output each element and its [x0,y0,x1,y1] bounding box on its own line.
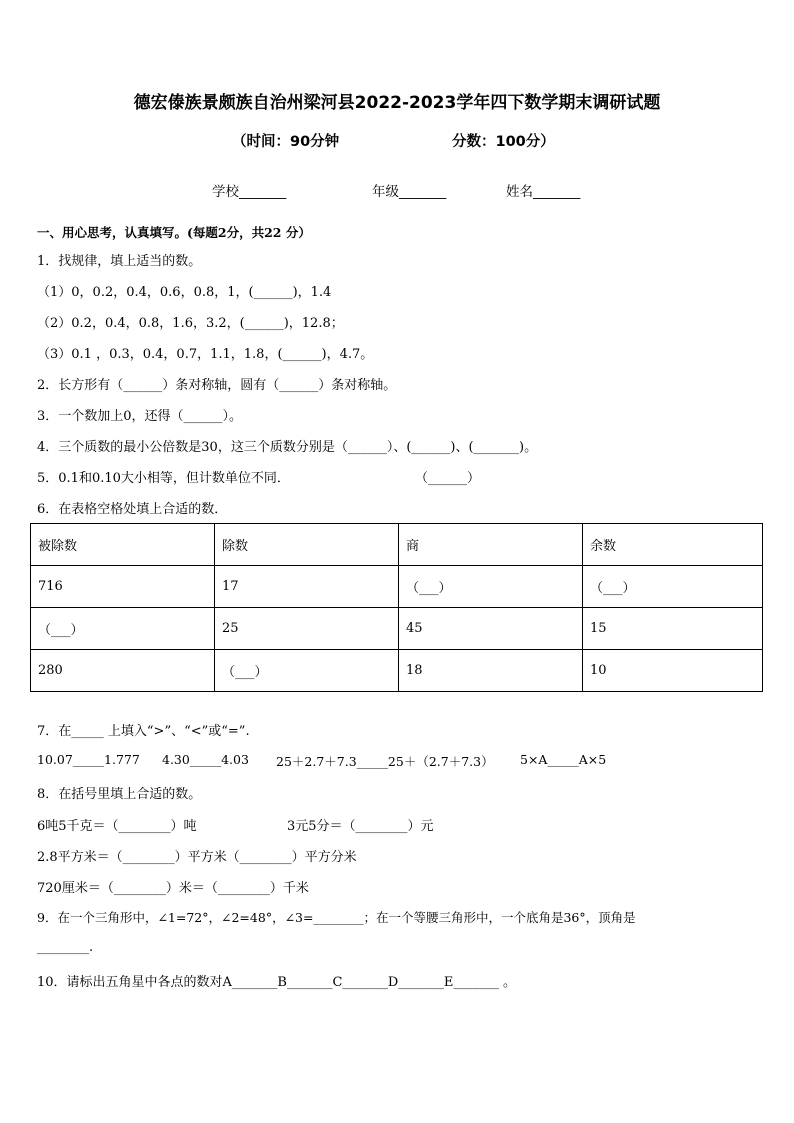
table-header-cell: 商 [399,524,583,566]
question-7-stem: 7．在_____ 上填入“>”、“<”或“=”. [37,724,250,739]
table-cell: 45 [399,608,583,650]
question-8-d[interactable]: 720厘米＝（________）米＝（________）千米 [37,881,309,896]
table-blank-cell[interactable]: （___） [215,650,399,692]
question-1-part-2: （2）0.2，0.4，0.8，1.6，3.2，(______)，12.8； [37,316,344,331]
question-3: 3．一个数加上0，还得（______）。 [37,409,243,424]
table-header-cell: 除数 [215,524,399,566]
table-cell: 18 [399,650,583,692]
question-7-c[interactable]: 25＋2.7＋7.3_____25＋（2.7＋7.3） [276,754,494,769]
table-cell: 15 [583,608,763,650]
question-6-stem: 6．在表格空格处填上合适的数． [37,502,228,517]
table-blank-cell[interactable]: （___） [31,608,215,650]
question-8-stem: 8．在括号里填上合适的数。 [37,787,202,802]
table-cell: 716 [31,566,215,608]
question-4: 4．三个质数的最小公倍数是30，这三个质数分别是（______）、(______)、(_______)。 [37,440,538,455]
table-header-row [31,524,763,566]
table-row [31,566,763,608]
page-title: 德宏傣族景颇族自治州梁河县2022-2023学年四下数学期末调研试题 [133,93,661,113]
question-8-b[interactable]: 3元5分＝（________）元 [287,819,434,834]
school-field[interactable]: 学校_______ [212,184,287,200]
question-1-part-3: （3）0.1 ，0.3，0.4，0.7，1.1，1.8，(______)，4.7。 [37,347,374,362]
table-row [31,650,763,692]
question-5-blank[interactable]: （______） [415,471,481,486]
question-10: 10．请标出五角星中各点的数对A_______B_______C_______D_______E_______ 。 [37,975,516,990]
table-blank-cell[interactable]: （___） [583,566,763,608]
table-header-cell: 余数 [583,524,763,566]
exam-score: 分数：100分） [452,134,555,150]
question-2: 2．长方形有（______）条对称轴，圆有（______）条对称轴。 [37,378,397,393]
division-table [30,523,763,692]
name-field[interactable]: 姓名_______ [506,184,581,200]
table-header-cell: 被除数 [31,524,215,566]
question-9-line-1: 9．在一个三角形中，∠1=72°，∠2=48°，∠3=________；在一个等腰三角形中，一个底角是36°，顶角是 [37,910,636,925]
table-cell: 280 [31,650,215,692]
question-7-b[interactable]: 4.30_____4.03 [162,752,249,767]
question-7-d[interactable]: 5×A_____A×5 [520,752,607,767]
table-row [31,608,763,650]
table-cell: 10 [583,650,763,692]
section-heading: 一、用心思考，认真填写。(每题2分，共22 分） [37,225,311,240]
question-7-a[interactable]: 10.07_____1.777 [37,752,140,767]
grade-field[interactable]: 年级_______ [372,184,447,200]
table-cell: 17 [215,566,399,608]
table-cell: 25 [215,608,399,650]
exam-time: （时间：90分钟 [232,134,340,150]
question-1-part-1: （1）0，0.2，0.4，0.6，0.8，1，(______)，1.4 [37,285,332,300]
question-9-line-2[interactable]: ________. [37,940,94,955]
question-1-stem: 1．找规律，填上适当的数。 [37,254,202,269]
question-8-a[interactable]: 6吨5千克＝（________）吨 [37,819,197,834]
table-blank-cell[interactable]: （___） [399,566,583,608]
question-5: 5．0.1和0.10大小相等，但计数单位不同． [37,471,290,486]
question-8-c[interactable]: 2.8平方米＝（________）平方米（________）平方分米 [37,850,357,865]
